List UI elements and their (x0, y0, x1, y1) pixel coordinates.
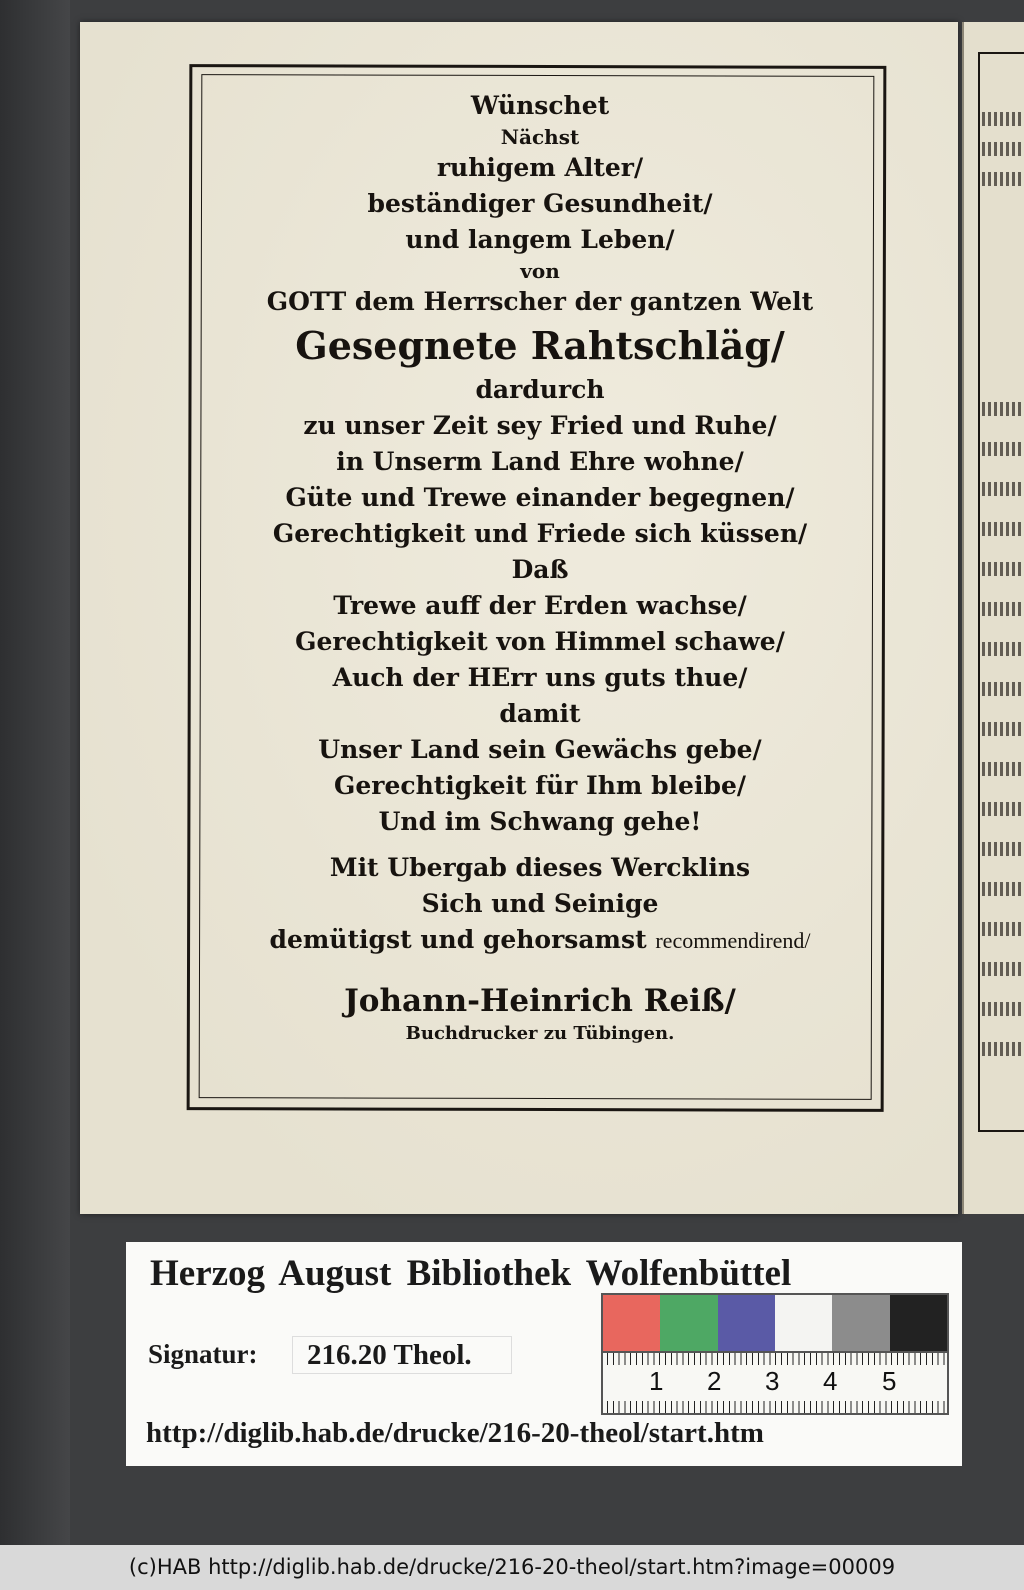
text-line: Trewe auff der Erden wachse/ (333, 591, 747, 620)
text-line: Gerechtigkeit für Ihm bleibe/ (334, 771, 746, 800)
latin-fragment: recommendirend/ (655, 928, 811, 953)
signatur-value: 216.20 Theol. (292, 1336, 512, 1374)
text-line: zu unser Zeit sey Fried und Ruhe/ (303, 411, 777, 440)
ruler-number: 3 (765, 1366, 780, 1396)
printer-name: Johann-Heinrich Reiß/ (344, 983, 736, 1019)
scanner-edge (0, 0, 70, 1545)
text-line: von (520, 259, 560, 283)
ruler-ticks (607, 1401, 947, 1413)
catalog-url: http://diglib.hab.de/drucke/216-20-theol/start.htm (126, 1413, 764, 1453)
color-swatch (890, 1295, 947, 1351)
ruler-number: 1 (649, 1366, 664, 1396)
ruler-number: 5 (882, 1366, 897, 1396)
text-fragment: demütigst und gehorsamst (269, 925, 647, 954)
scale-ruler (601, 1353, 949, 1415)
text-line: Sich und Seinige (421, 889, 659, 918)
color-swatch (718, 1295, 775, 1351)
heading-line: Gesegnete Rahtschläg/ (295, 323, 785, 368)
text-line: und langem Leben/ (405, 225, 675, 254)
color-swatch (775, 1295, 832, 1351)
printer-title: Buchdrucker zu Tübingen. (405, 1023, 675, 1044)
text-line: Daß (511, 555, 569, 584)
ruler-ticks (607, 1353, 947, 1365)
text-line (210, 922, 870, 959)
color-swatch (603, 1295, 660, 1351)
text-line: Mit Ubergab dieses Wercklins (329, 853, 751, 882)
color-swatch (832, 1295, 889, 1351)
text-line: beständiger Gesundheit/ (367, 189, 713, 218)
ruler-number: 2 (707, 1366, 722, 1396)
library-name: Herzog August Bibliothek Wolfenbüttel (150, 1253, 792, 1294)
color-swatch (660, 1295, 717, 1351)
signatur-label: Signatur: (148, 1339, 258, 1369)
text-line: in Unserm Land Ehre wohne/ (336, 447, 744, 476)
ruler-number: 4 (823, 1366, 838, 1396)
text-line: Wünschet (470, 91, 610, 120)
text-line: Gerechtigkeit von Himmel schawe/ (295, 627, 785, 656)
text-line: Gerechtigkeit und Friede sich küssen/ (272, 519, 808, 548)
text-line: damit (499, 699, 581, 728)
copyright-footer: (c)HAB http://diglib.hab.de/drucke/216-20-theol/start.htm?image=00009 (0, 1545, 1024, 1590)
text-line: ruhigem Alter/ (436, 153, 644, 182)
text-line: dardurch (475, 375, 605, 404)
text-line: Nächst (500, 125, 580, 149)
color-calibration-chart (601, 1293, 949, 1353)
text-line: Unser Land sein Gewächs gebe/ (318, 735, 762, 764)
text-line: Und im Schwang gehe! (378, 807, 702, 836)
dedication-text (210, 88, 870, 1047)
text-line: GOTT dem Herrscher der gantzen Welt (266, 287, 814, 316)
text-line: Güte und Trewe einander begegnen/ (285, 483, 795, 512)
adjacent-page (962, 22, 1024, 1214)
text-line: Auch der HErr uns guts thue/ (332, 663, 748, 692)
